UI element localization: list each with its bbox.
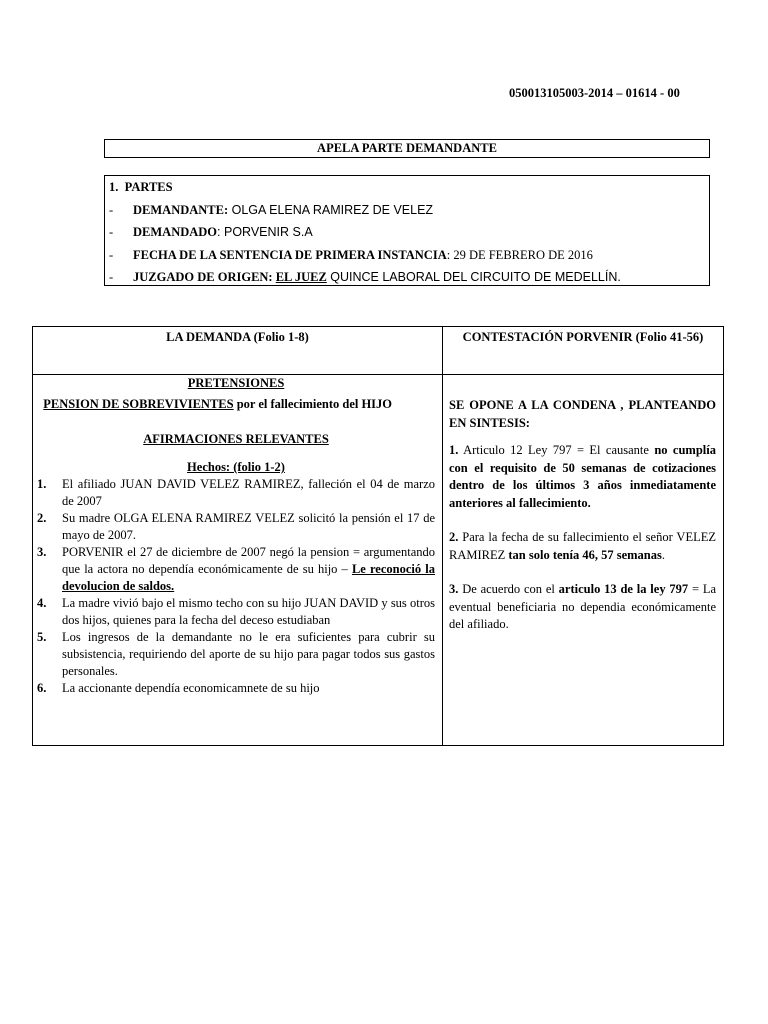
argument-end: . <box>661 547 665 562</box>
list-item <box>37 510 435 544</box>
dash: - <box>109 247 114 262</box>
partes-row-juzgado <box>109 267 709 290</box>
fecha-value: : 29 DE FEBRERO DE 2016 <box>446 247 593 262</box>
partes-row-fecha <box>109 245 709 268</box>
argument-2 <box>449 529 716 564</box>
list-number: 2. <box>37 511 47 525</box>
demanda-column <box>37 375 435 697</box>
list-number: 4. <box>37 596 47 610</box>
argument-1 <box>449 442 716 512</box>
juzgado-label: JUZGADO DE ORIGEN: <box>133 270 273 284</box>
list-text: PORVENIR el 27 de diciembre de 2007 negó la pension = argumentando que la actora no dependía económicamente de su hijo – <box>62 545 435 576</box>
list-text: El afiliado JUAN DAVID VELEZ RAMIREZ, falleción el 04 de marzo de 2007 <box>62 477 435 508</box>
argument-number: 2. <box>449 530 459 544</box>
juzgado-juez: EL JUEZ <box>275 270 327 284</box>
partes-heading <box>109 177 709 200</box>
demanda-header: LA DEMANDA (Folio 1-8) <box>166 330 309 344</box>
fecha-label: FECHA DE LA SENTENCIA DE PRIMERA INSTANCIA <box>133 247 447 262</box>
list-text: La madre vivió bajo el mismo techo con su hijo JUAN DAVID y sus otros dos hijos, quienes para la fecha del deceso estudiaban <box>62 596 435 627</box>
afirmaciones-title: AFIRMACIONES RELEVANTES <box>143 432 329 446</box>
devolucion-saldos: Le reconoció la devolucion de saldos. <box>62 562 435 593</box>
list-item <box>37 476 435 510</box>
argument-bold: no cumplía con el requisito de 50 semanas de cotizaciones dentro de los últimos 3 años inmediatamente anteriores al fallecimiento. <box>449 443 716 510</box>
demandante-value: OLGA ELENA RAMIREZ DE VELEZ <box>228 202 434 217</box>
argument-text: Articulo 12 Ley 797 = El causante <box>458 443 655 457</box>
dash: - <box>109 225 114 239</box>
list-number: 6. <box>37 681 47 695</box>
partes-heading-number: 1. <box>109 180 119 194</box>
argument-bold: articulo 13 de la ley 797 <box>558 582 689 596</box>
pension-claim-rest: por el fallecimiento del HIJO <box>233 397 393 411</box>
pension-claim <box>37 396 435 413</box>
demandado-label: DEMANDADO <box>133 225 218 239</box>
partes-row-demandado <box>109 222 709 245</box>
list-number: 5. <box>37 630 47 644</box>
contestacion-column <box>449 375 716 634</box>
list-item <box>37 544 435 595</box>
partes-row-demandante <box>109 200 709 223</box>
argument-text: Para la fecha de su fallecimiento el señor VELEZ RAMIREZ <box>449 530 716 562</box>
juzgado-value: QUINCE LABORAL DEL CIRCUITO DE MEDELLÍN. <box>326 270 621 284</box>
argument-3 <box>449 581 716 634</box>
argument-number: 3. <box>449 582 459 596</box>
list-text: Los ingresos de la demandante no le era suficientes para cubrir su subsistencia, requiriendo del aporte de su hijo para pagar todos sus gastos personales. <box>62 630 435 678</box>
pension-claim-underlined: PENSION DE SOBREVIVIENTES <box>43 397 234 411</box>
column-divider <box>442 327 443 745</box>
contestacion-header: CONTESTACIÓN PORVENIR (Folio 41-56) <box>462 330 704 344</box>
list-text: La accionante dependía economicamnete de su hijo <box>62 681 320 695</box>
partes-box <box>104 175 710 286</box>
demanda-contestacion-table <box>32 326 724 746</box>
argument-text: De acuerdo con el <box>458 582 559 596</box>
dash: - <box>109 202 114 217</box>
list-text: Su madre OLGA ELENA RAMIREZ VELEZ solicitó la pensión el 17 de mayo de 2007. <box>62 511 435 542</box>
dash: - <box>109 270 114 284</box>
argument-bold: tan solo tenía 46, 57 semanas <box>508 547 662 562</box>
list-item <box>37 680 435 697</box>
hechos-title: Hechos: (folio 1-2) <box>187 460 285 474</box>
demandado-value: : PORVENIR S.A <box>217 225 313 239</box>
argument-number: 1. <box>449 443 459 457</box>
list-number: 3. <box>37 545 47 559</box>
opone-statement: SE OPONE A LA CONDENA , PLANTEANDO EN SINTESIS: <box>449 398 716 430</box>
demandante-label: DEMANDANTE: <box>133 202 229 217</box>
document-title: APELA PARTE DEMANDANTE <box>104 139 710 158</box>
pretensiones-title: PRETENSIONES <box>187 376 285 390</box>
list-text-container <box>62 544 435 595</box>
partes-heading-label: PARTES <box>124 180 173 194</box>
list-item <box>37 595 435 629</box>
case-number: 050013105003-2014 – 01614 - 00 <box>509 86 680 100</box>
argument-rest: = La eventual beneficiaria no dependia económicamente del afiliado. <box>449 582 717 631</box>
list-number: 1. <box>37 477 47 491</box>
list-item <box>37 629 435 680</box>
